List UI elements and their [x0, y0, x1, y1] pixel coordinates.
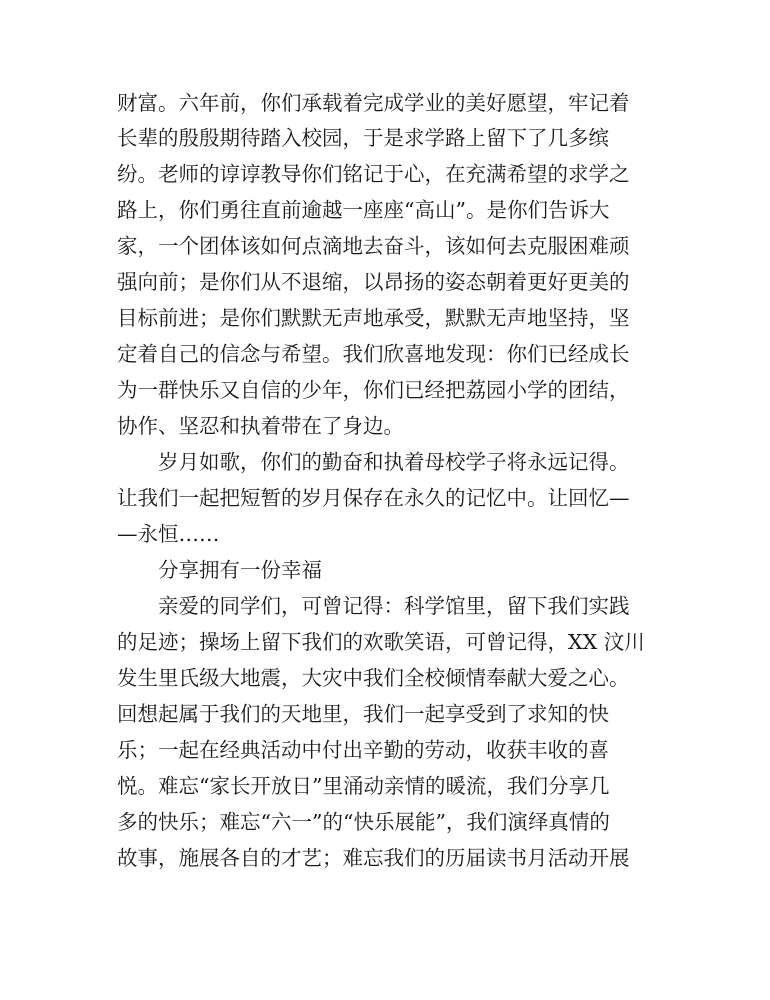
text-line: 的足迹；操场上留下我们的欢歌笑语，可曾记得，XX 汶川 [117, 630, 645, 654]
paragraph-first-line: 亲爱的同学们，可曾记得：科学馆里，留下我们实践 [158, 594, 630, 618]
text-line: 乐；一起在经典活动中付出辛勤的劳动，收获丰收的喜 [117, 738, 609, 762]
text-line: 多的快乐；难忘“六一”的“快乐展能”，我们演绎真情的 [117, 810, 610, 834]
text-line: 悦。难忘“家长开放日”里涌动亲情的暖流，我们分享几 [117, 774, 610, 798]
text-line: 为一群快乐又自信的少年，你们已经把荔园小学的团结， [117, 378, 630, 402]
text-line: 让我们一起把短暂的岁月保存在永久的记忆中。让回忆— [117, 486, 630, 510]
text-line: 协作、坚忍和执着带在了身边。 [117, 414, 404, 438]
text-line: 路上，你们勇往直前逾越一座座“高山”。是你们告诉大 [117, 198, 610, 222]
text-line: 纷。老师的谆谆教导你们铭记于心，在充满希望的求学之 [117, 162, 630, 186]
text-line: 强向前；是你们从不退缩，以昂扬的姿态朝着更好更美的 [117, 270, 630, 294]
section-heading: 分享拥有一份幸福 [158, 558, 322, 582]
text-line: 回想起属于我们的天地里，我们一起享受到了求知的快 [117, 702, 609, 726]
paragraph-first-line: 岁月如歌，你们的勤奋和执着母校学子将永远记得。 [158, 450, 630, 474]
text-line: 故事，施展各自的才艺；难忘我们的历届读书月活动开展 [117, 846, 630, 870]
text-line: —永恒…… [117, 522, 220, 546]
text-line: 发生里氏级大地震，大灾中我们全校倾情奉献大爱之心。 [117, 666, 630, 690]
text-line: 定着自己的信念与希望。我们欣喜地发现：你们已经成长 [117, 342, 630, 366]
text-line: 长辈的殷殷期待踏入校园，于是求学路上留下了几多缤 [117, 126, 609, 150]
text-line: 目标前进；是你们默默无声地承受，默默无声地坚持，坚 [117, 306, 630, 330]
text-line: 财富。六年前，你们承载着完成学业的美好愿望，牢记着 [117, 91, 630, 115]
text-line: 家，一个团体该如何点滴地去奋斗，该如何去克服困难顽 [117, 234, 630, 258]
